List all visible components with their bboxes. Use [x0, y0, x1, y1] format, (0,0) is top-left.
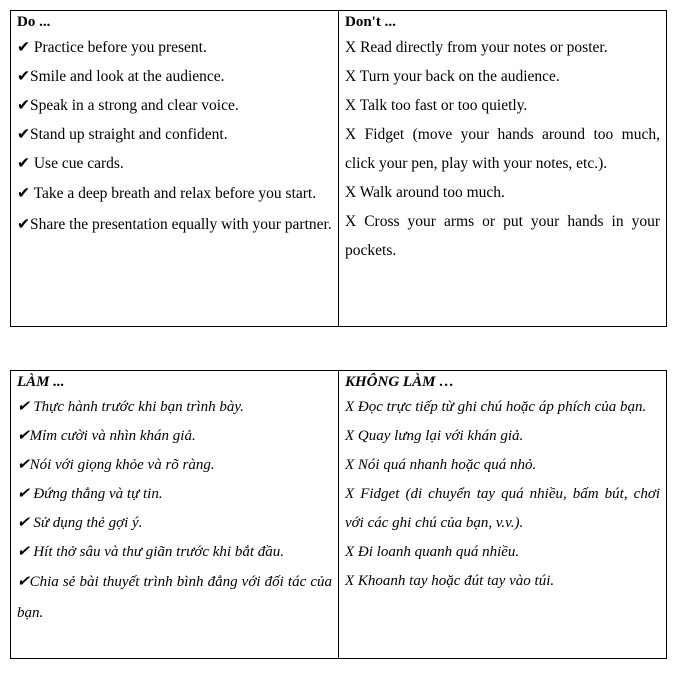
lam-item: ✔ Đứng thẳng và tự tin. [17, 486, 163, 502]
dont-item: X Walk around too much. [345, 184, 505, 201]
dont-column [339, 11, 667, 327]
lam-item: ✔Nói với giọng khỏe và rõ ràng. [17, 457, 215, 473]
dont-item: X Turn your back on the audience. [345, 68, 560, 85]
khong-lam-item: X Nói quá nhanh hoặc quá nhỏ. [345, 457, 537, 473]
lam-item: ✔ Hít thở sâu và thư giãn trước khi bắt đầu. [17, 544, 285, 560]
do-column [11, 11, 339, 327]
lam-item: ✔ Sử dụng thẻ gợi ý. [17, 515, 143, 531]
do-item: ✔ Practice before you present. [17, 39, 207, 56]
lam-item: ✔Mỉm cười và nhìn khán giả. [17, 428, 196, 444]
lam-column [11, 371, 339, 659]
lam-header: LÀM ... [17, 374, 65, 390]
do-header: Do ... [17, 14, 51, 30]
do-item: ✔Stand up straight and confident. [17, 126, 228, 143]
dont-item: X Talk too fast or too quietly. [345, 97, 528, 114]
do-item: ✔Smile and look at the audience. [17, 68, 225, 85]
do-item: ✔ Use cue cards. [17, 155, 124, 172]
khong-lam-item: X Khoanh tay hoặc đút tay vào túi. [345, 573, 555, 589]
khong-lam-item: X Đi loanh quanh quá nhiều. [345, 544, 520, 560]
dont-item: X Fidget (move your hands around too much, click your pen, play with your notes, etc.). [345, 126, 660, 172]
dont-item: X Read directly from your notes or poster. [345, 39, 608, 56]
khong-lam-item: X Đọc trực tiếp từ ghi chú hoặc áp phích của bạn. [345, 399, 647, 415]
lam-item: ✔ Thực hành trước khi bạn trình bày. [17, 399, 244, 415]
do-item: ✔Speak in a strong and clear voice. [17, 97, 239, 114]
khong-lam-header: KHÔNG LÀM … [345, 374, 455, 390]
khong-lam-item: X Quay lưng lại với khán giả. [345, 428, 524, 444]
vietnamese-tips-table [10, 370, 667, 659]
khong-lam-item: X Fidget (di chuyển tay quá nhiều, bấm bút, chơi với các ghi chú của bạn, v.v.). [345, 486, 660, 531]
lam-item: ✔Chia sẻ bài thuyết trình bình đẳng với đối tác của bạn. [17, 574, 332, 621]
do-item: ✔ Take a deep breath and relax before you start. [17, 185, 317, 202]
khong-lam-column [339, 371, 667, 659]
dont-header: Don't ... [345, 14, 396, 30]
do-item: ✔Share the presentation equally with your partner. [17, 216, 332, 233]
english-tips-table [10, 10, 667, 327]
dont-item: X Cross your arms or put your hands in your pockets. [345, 213, 660, 259]
